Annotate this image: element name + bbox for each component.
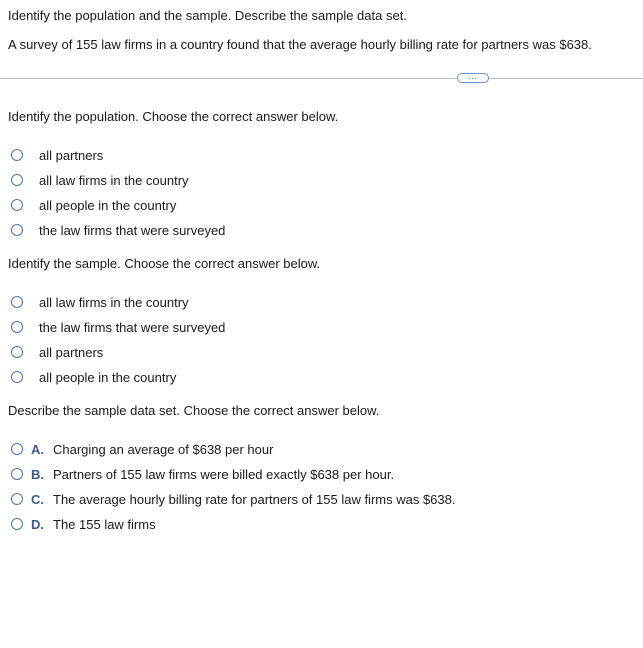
option-label: all partners [39,147,104,163]
radio-button[interactable] [11,371,23,383]
radio-button[interactable] [11,321,23,333]
option-letter: A. [31,441,44,457]
option-label: The average hourly billing rate for partners of 155 law firms was $638. [53,491,456,507]
radio-button[interactable] [11,296,23,308]
option-letter: C. [31,491,44,507]
option-label: The 155 law firms [53,516,156,532]
radio-button[interactable] [11,443,23,455]
option-label: all law firms in the country [39,172,189,188]
option-letter: D. [31,516,44,532]
radio-button[interactable] [11,199,23,211]
instruction-text: Identify the population and the sample. Describe the sample data set. [8,8,407,23]
option-label: all people in the country [39,369,177,385]
option-label: the law firms that were surveyed [39,222,226,238]
option-letter: B. [31,466,44,482]
sample-option-3[interactable] [11,343,103,361]
dataset-option-b[interactable] [11,465,394,483]
population-option-4[interactable] [11,221,225,239]
radio-button[interactable] [11,518,23,530]
section-divider [0,78,643,79]
population-option-3[interactable] [11,196,176,214]
dataset-option-a[interactable] [11,440,273,458]
sample-option-2[interactable] [11,318,225,336]
dataset-option-c[interactable] [11,490,455,508]
radio-button[interactable] [11,224,23,236]
population-option-2[interactable] [11,171,189,189]
sample-option-1[interactable] [11,293,189,311]
radio-button[interactable] [11,493,23,505]
sample-option-4[interactable] [11,368,176,386]
more-button[interactable] [457,73,489,83]
dataset-option-d[interactable] [11,515,156,533]
population-prompt: Identify the population. Choose the correct answer below. [8,109,339,124]
population-option-1[interactable] [11,146,103,164]
option-label: all people in the country [39,197,177,213]
problem-text: A survey of 155 law firms in a country found that the average hourly billing rate for partners was $638. [8,37,592,52]
radio-button[interactable] [11,174,23,186]
radio-button[interactable] [11,468,23,480]
option-label: the law firms that were surveyed [39,319,226,335]
dataset-prompt: Describe the sample data set. Choose the correct answer below. [8,403,380,418]
radio-button[interactable] [11,346,23,358]
sample-prompt: Identify the sample. Choose the correct answer below. [8,256,321,271]
radio-button[interactable] [11,149,23,161]
option-label: all partners [39,344,104,360]
option-label: Partners of 155 law firms were billed exactly $638 per hour. [53,466,395,482]
option-label: Charging an average of $638 per hour [53,441,274,457]
option-label: all law firms in the country [39,294,189,310]
ellipsis-icon: … [468,71,478,81]
